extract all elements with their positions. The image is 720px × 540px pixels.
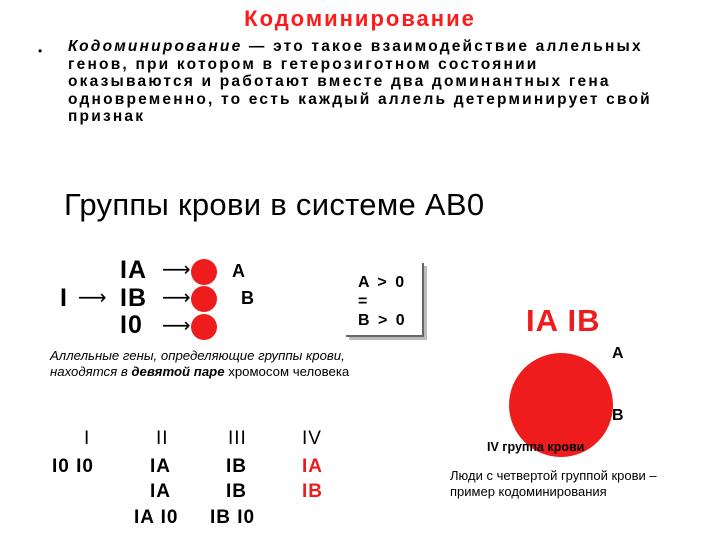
antigen-b-label: B: [241, 288, 255, 308]
bullet-icon: •: [38, 44, 43, 58]
rule-b-over-0: B > 0: [358, 312, 407, 329]
note-part2: хромосом человека: [224, 364, 350, 379]
arrow-icon: ⟶: [162, 287, 191, 309]
definition-term: Кодоминирование: [68, 38, 243, 55]
group-numeral-1: I: [84, 428, 91, 449]
note-bold: девятой паре: [131, 364, 225, 379]
group-iv-caption: IV группа крови: [487, 440, 585, 454]
arrow-icon: ⟶: [162, 315, 191, 337]
genotype-g2-a: IA: [150, 456, 171, 477]
red-blood-cell-icon: [191, 314, 217, 340]
genotype-g3-a: IB: [226, 456, 247, 477]
genotype-g1: I0 I0: [52, 456, 94, 477]
section-subtitle: Группы крови в системе АВ0: [64, 187, 485, 222]
rule-a-over-0: A > 0: [358, 274, 407, 291]
definition-dash: —: [242, 38, 274, 55]
allele-location-note: [50, 348, 390, 380]
allele-i0: I0: [120, 311, 143, 339]
arrow-icon: ⟶: [162, 259, 191, 281]
gene-label: I: [60, 284, 67, 312]
definition-text: это такое взаимодействие аллельных генов, при котором в гетерозиготном состоянии оказываются и работают вместе два доминантных гена одновременно, то есть каждый аллель детерминирует свой признак: [68, 38, 652, 126]
red-blood-cell-icon: [191, 286, 217, 312]
genotype-g2-b: IA: [150, 481, 171, 502]
arrow-icon: ⟶: [78, 287, 107, 309]
group-numeral-4: IV: [302, 428, 322, 449]
genotype-g4-a: IA: [302, 456, 323, 477]
definition-paragraph: [68, 38, 668, 126]
genotype-g4-b: IB: [302, 481, 323, 502]
allele-ia: IA: [120, 256, 147, 284]
genotype-g2-c: IA I0: [134, 507, 179, 528]
red-blood-cell-icon: [191, 259, 217, 285]
group-iv-description: Люди с четвертой группой крови – пример кодоминирования: [450, 468, 657, 499]
antigen-b-large-label: B: [612, 407, 624, 424]
antigen-a-large-label: A: [612, 345, 624, 362]
group-numeral-2: II: [156, 428, 169, 449]
codominant-genotype-label: IA IB: [526, 303, 601, 338]
note-part1: Аллельные гены, определяющие группы крови, находятся в: [50, 348, 345, 379]
genotype-g3-c: IB I0: [210, 507, 256, 528]
slide-title: Кодоминирование: [244, 6, 476, 31]
allele-ib: IB: [120, 284, 147, 312]
genotype-g3-b: IB: [226, 481, 247, 502]
rule-equals: =: [358, 293, 370, 310]
group-numeral-3: III: [228, 428, 247, 449]
antigen-a-label: A: [232, 261, 246, 281]
